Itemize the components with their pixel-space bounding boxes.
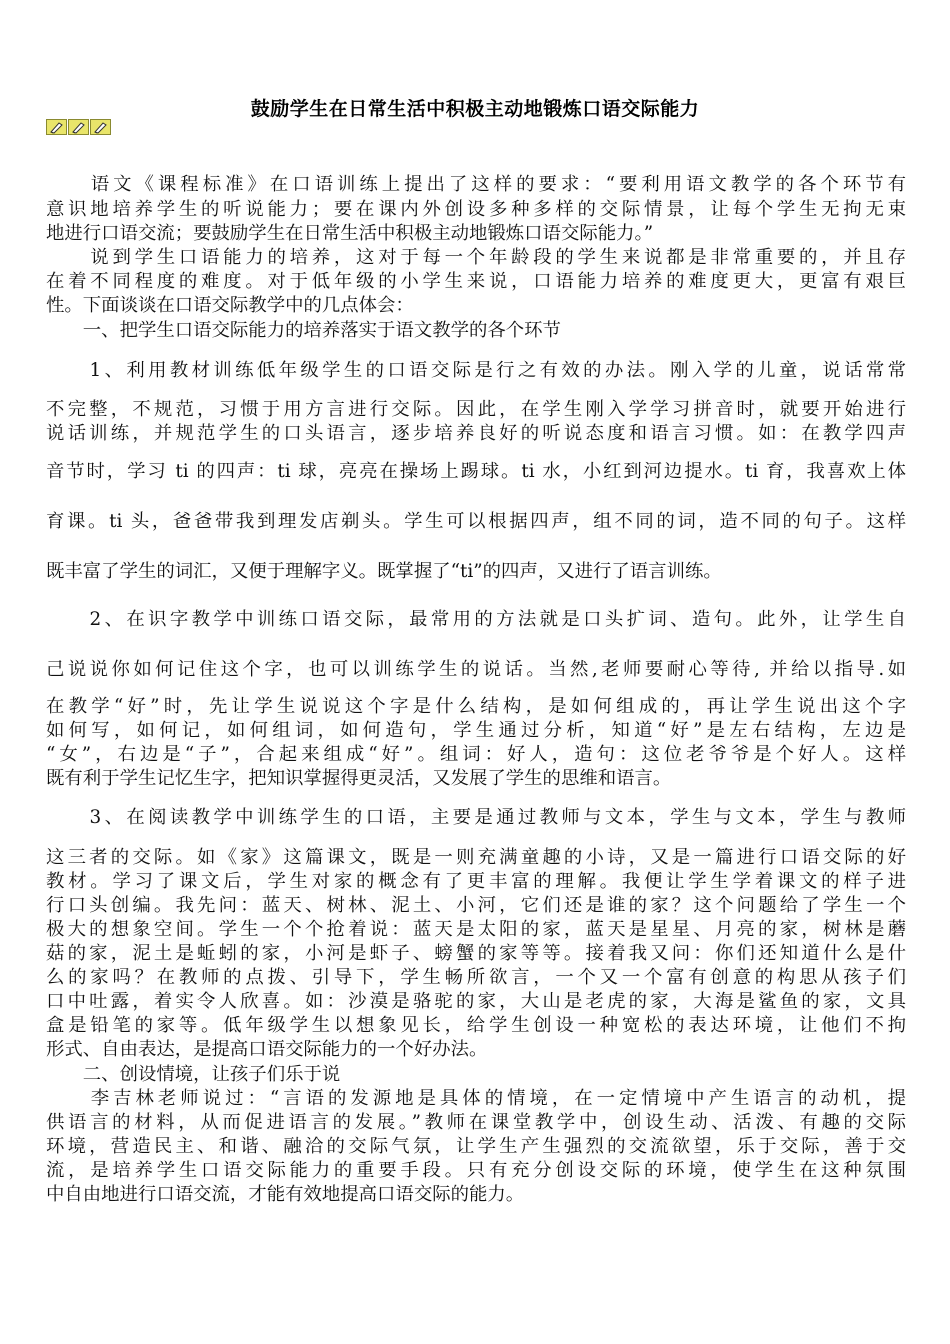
text-line: 行口头创编。我先问：蓝天、树林、泥土、小河，它们还是谁的家？这个问题给了学生一个	[46, 895, 906, 916]
text-line: 供语言的材料，从而促进语言的发展。”教师在课堂教学中，创设生动、活泼、有趣的交际	[46, 1112, 906, 1133]
text-line: “女”，右边是“子”，合起来组成“好”。组词：好人，造句：这位老爷爷是个好人。这样	[46, 744, 906, 765]
text-line: 意识地培养学生的听说能力；要在课内外创设多种多样的交际情景，让每个学生无拘无束	[46, 199, 906, 220]
text-line: 这三者的交际。如《家》这篇课文，既是一则充满童趣的小诗，又是一篇进行口语交际的好	[46, 847, 906, 868]
pencil-icon	[68, 119, 89, 135]
text-line: 盒是铅笔的家等。低年级学生以想象见长，给学生创设一种宽松的表达环境，让他们不拘	[46, 1015, 906, 1036]
text-line: 在教学“好”时，先让学生说说这个字是什么结构，是如何组成的，再让学生说出这个字	[46, 696, 906, 717]
text-line: 教材。学习了课文后，学生对家的概念有了更丰富的理解。我便让学生学着课文的样子进	[46, 871, 906, 892]
document-title: 鼓励学生在日常生活中积极主动地锻炼口语交际能力	[250, 98, 700, 120]
text-line: 李吉林老师说过：“言语的发源地是具体的情境，在一定情境中产生语言的动机，提	[46, 1088, 906, 1109]
text-line: 音节时，学习 ti 的四声：ti 球，亮亮在操场上踢球。ti 水，小红到河边提水。ti 育，我喜欢上体	[46, 461, 906, 482]
text-line: 地进行口语交流；要鼓励学生在日常生活中积极主动地锻炼口语交际能力。”	[46, 223, 654, 244]
text-line: 1、利用教材训练低年级学生的口语交际是行之有效的办法。刚入学的儿童，说话常常	[46, 360, 906, 381]
text-line: 既有利于学生记忆生字，把知识掌握得更灵活，又发展了学生的思维和语言。	[46, 768, 672, 789]
pencil-icon	[46, 119, 67, 135]
text-line: 不完整，不规范，习惯于用方言进行交际。因此，在学生刚入学学习拼音时，就要开始进行	[46, 399, 906, 420]
text-line: 流，是培养学生口语交际能力的重要手段。只有充分创设交际的环境，使学生在这种氛围	[46, 1160, 906, 1181]
rating-icons	[46, 119, 111, 135]
text-line: 口中吐露，着实令人欣喜。如：沙漠是骆驼的家，大山是老虎的家，大海是鲨鱼的家，文具	[46, 991, 906, 1012]
section-heading: 一、把学生口语交际能力的培养落实于语文教学的各个环节	[46, 320, 561, 341]
text-line: 3、在阅读教学中训练学生的口语，主要是通过教师与文本，学生与文本，学生与教师	[46, 807, 906, 828]
text-line: 在着不同程度的难度。对于低年级的小学生来说，口语能力培养的难度更大，更富有艰巨	[46, 271, 906, 292]
text-line: 既丰富了学生的词汇，又便于理解字义。既掌握了“ti”的四声，又进行了语言训练。	[46, 561, 722, 582]
text-line: 2、在识字教学中训练口语交际，最常用的方法就是口头扩词、造句。此外，让学生自	[46, 609, 906, 630]
text-line: 如何写，如何记，如何组词，如何造句，学生通过分析，知道“好”是左右结构，左边是	[46, 720, 906, 741]
text-line: 育课。ti 头，爸爸带我到理发店剃头。学生可以根据四声，组不同的词，造不同的句子。这样	[46, 511, 906, 532]
text-line: 形式、自由表达，是提高口语交际能力的一个好办法。	[46, 1039, 488, 1060]
text-line: 中自由地进行口语交流，才能有效地提高口语交际的能力。	[46, 1184, 525, 1205]
text-line: 极大的想象空间。学生一个个抢着说：蓝天是太阳的家，蓝天是星星、月亮的家，树林是蘑	[46, 919, 906, 940]
text-line: 说到学生口语能力的培养，这对于每一个年龄段的学生来说都是非常重要的，并且存	[46, 247, 906, 268]
pencil-icon	[90, 119, 111, 135]
text-line: 么的家吗？在教师的点拨、引导下，学生畅所欲言，一个又一个富有创意的构思从孩子们	[46, 967, 906, 988]
text-line: 环境，营造民主、和谐、融洽的交际气氛，让学生产生强烈的交流欲望，乐于交际，善于交	[46, 1136, 906, 1157]
text-line: 语文《课程标准》在口语训练上提出了这样的要求：“要利用语文教学的各个环节有	[46, 174, 906, 195]
section-heading: 二、创设情境，让孩子们乐于说	[46, 1064, 341, 1085]
text-line: 菇的家，泥土是蚯蚓的家，小河是虾子、螃蟹的家等等。接着我又问：你们还知道什么是什	[46, 943, 906, 964]
text-line: 己说说你如何记住这个字，也可以训练学生的说话。当然,老师要耐心等待, 并给以指导.如	[46, 659, 906, 680]
text-line: 性。下面谈谈在口语交际教学中的几点体会：	[46, 295, 414, 316]
text-line: 说话训练，并规范学生的口头语言，逐步培养良好的听说态度和语言习惯。如：在教学四声	[46, 423, 906, 444]
